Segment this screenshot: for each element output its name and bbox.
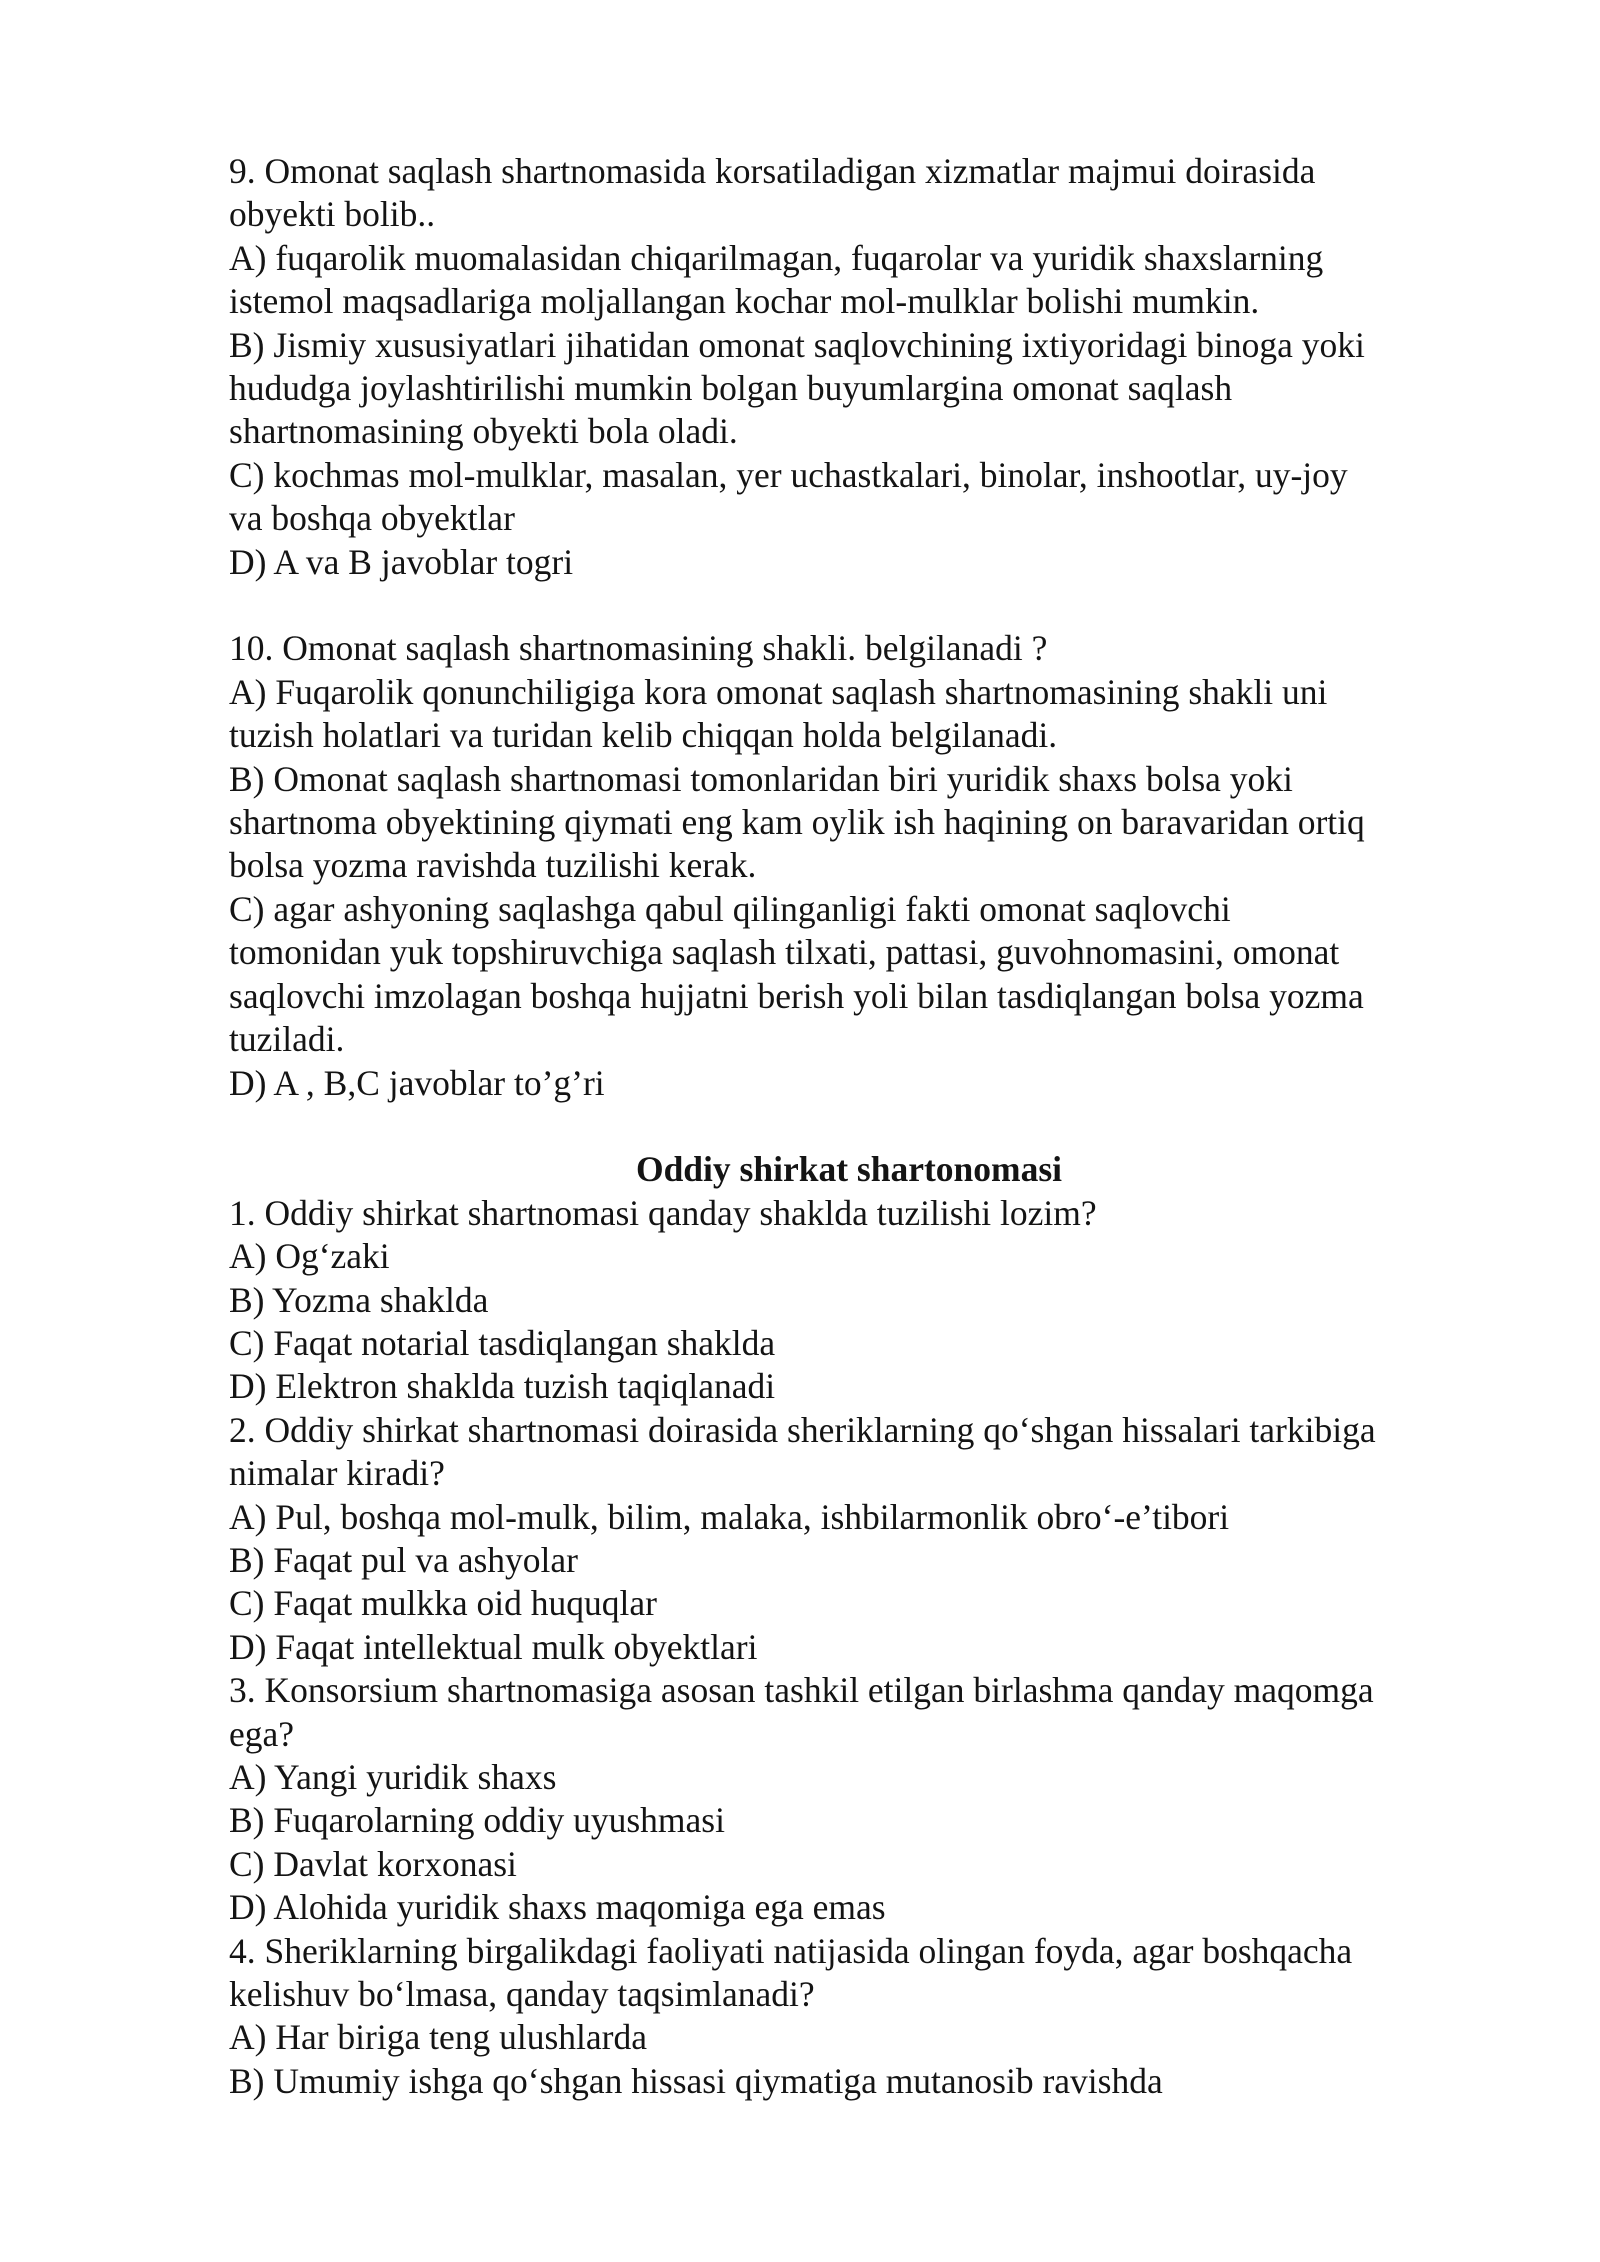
answer-option: D) Elektron shaklda tuzish taqiqlanadi (229, 1366, 776, 1407)
answer-option-b: shartnoma obyektining qiymati eng kam oylik ish haqining on baravaridan ortiq (229, 802, 1365, 843)
question-text: 9. Omonat saqlash shartnomasida korsatiladigan xizmatlar majmui doirasida (229, 151, 1316, 191)
answer-option-b: B) Omonat saqlash shartnomasi tomonlaridan biri yuridik shaxs bolsa yoki (229, 758, 1293, 799)
question-9 (229, 150, 1469, 584)
answer-option-b: bolsa yozma ravishda tuzilishi kerak. (229, 845, 757, 886)
question-text: kelishuv bo‘lmasa, qanday taqsimlanadi? (229, 1974, 815, 2015)
answer-option-a: A) fuqarolik muomalasidan chiqarilmagan, fuqarolar va yuridik shaxslarning (229, 237, 1324, 278)
question-text: nimalar kiradi? (229, 1453, 445, 1494)
blank-line (229, 1105, 1469, 1148)
answer-option-d: D) A , B,C javoblar to’g’ri (229, 1062, 605, 1103)
question-text: obyekti bolib.. (229, 194, 436, 235)
question-text: 2. Oddiy shirkat shartnomasi doirasida sheriklarning qo‘shgan hissalari tarkibiga (229, 1409, 1376, 1450)
answer-option-c: tuziladi. (229, 1019, 345, 1060)
answer-option-a: A) Fuqarolik qonunchiligiga kora omonat saqlash shartnomasining shakli uni (229, 671, 1328, 712)
answer-option: B) Umumiy ishga qo‘shgan hissasi qiymatiga mutanosib ravishda (229, 2060, 1163, 2101)
answer-option-b: hududga joylashtirilishi mumkin bolgan buyumlargina omonat saqlash (229, 368, 1233, 409)
answer-option: C) Faqat notarial tasdiqlangan shaklda (229, 1322, 776, 1363)
answer-option: A) Yangi yuridik shaxs (229, 1757, 557, 1797)
answer-option-c: tomonidan yuk topshiruvchiga saqlash tilxati, pattasi, guvohnomasini, omonat (229, 932, 1340, 973)
answer-option-b: shartnomasining obyekti bola oladi. (229, 411, 738, 452)
answer-option-d: D) A va B javoblar togri (229, 541, 574, 582)
answer-option-c: C) agar ashyoning saqlashga qabul qilinganligi fakti omonat saqlovchi (229, 888, 1231, 929)
answer-option: A) Har biriga teng ulushlarda (229, 2017, 647, 2058)
answer-option-a: istemol maqsadlariga moljallangan kochar mol-mulklar bolishi mumkin. (229, 281, 1260, 322)
answer-option: A) Pul, boshqa mol-mulk, bilim, malaka, ishbilarmonlik obro‘-e’tibori (229, 1496, 1230, 1537)
answer-option: C) Davlat korxonasi (229, 1843, 517, 1884)
answer-option: D) Alohida yuridik shaxs maqomiga ega emas (229, 1887, 886, 1928)
answer-option: C) Faqat mulkka oid huquqlar (229, 1583, 657, 1624)
answer-option: B) Faqat pul va ashyolar (229, 1539, 579, 1580)
question-text: 1. Oddiy shirkat shartnomasi qanday shaklda tuzilishi lozim? (229, 1192, 1097, 1233)
answer-option-c: saqlovchi imzolagan boshqa hujjatni berish yoli bilan tasdiqlangan bolsa yozma (229, 975, 1364, 1016)
answer-option-b: B) Jismiy xususiyatlari jihatidan omonat saqlovchining ixtiyoridagi binoga yoki (229, 324, 1365, 365)
answer-option: D) Faqat intellektual mulk obyektlari (229, 1626, 758, 1667)
question-10 (229, 627, 1469, 1104)
answer-option: B) Yozma shaklda (229, 1279, 489, 1320)
question-text: 4. Sheriklarning birgalikdagi faoliyati natijasida olingan foyda, agar boshqacha (229, 1930, 1353, 1971)
answer-option-a: tuzish holatlari va turidan kelib chiqqan holda belgilanadi. (229, 715, 1058, 756)
answer-option-c: C) kochmas mol-mulklar, masalan, yer uchastkalari, binolar, inshootlar, uy-joy (229, 454, 1348, 495)
question-text: ega? (229, 1713, 295, 1754)
blank-line (229, 584, 1469, 627)
question-text: 10. Omonat saqlash shartnomasining shakli. belgilanadi ? (229, 628, 1048, 669)
document-body (229, 150, 1469, 2103)
answer-option: A) Og‘zaki (229, 1236, 390, 1277)
question-text: 3. Konsorsium shartnomasiga asosan tashkil etilgan birlashma qanday maqomga (229, 1670, 1374, 1711)
section-heading: Oddiy shirkat shartonomasi (635, 1149, 1063, 1190)
answer-option: B) Fuqarolarning oddiy uyushmasi (229, 1800, 725, 1841)
oddiy-shirkat-questions (229, 1192, 1469, 2104)
answer-option-c: va boshqa obyektlar (229, 498, 515, 539)
